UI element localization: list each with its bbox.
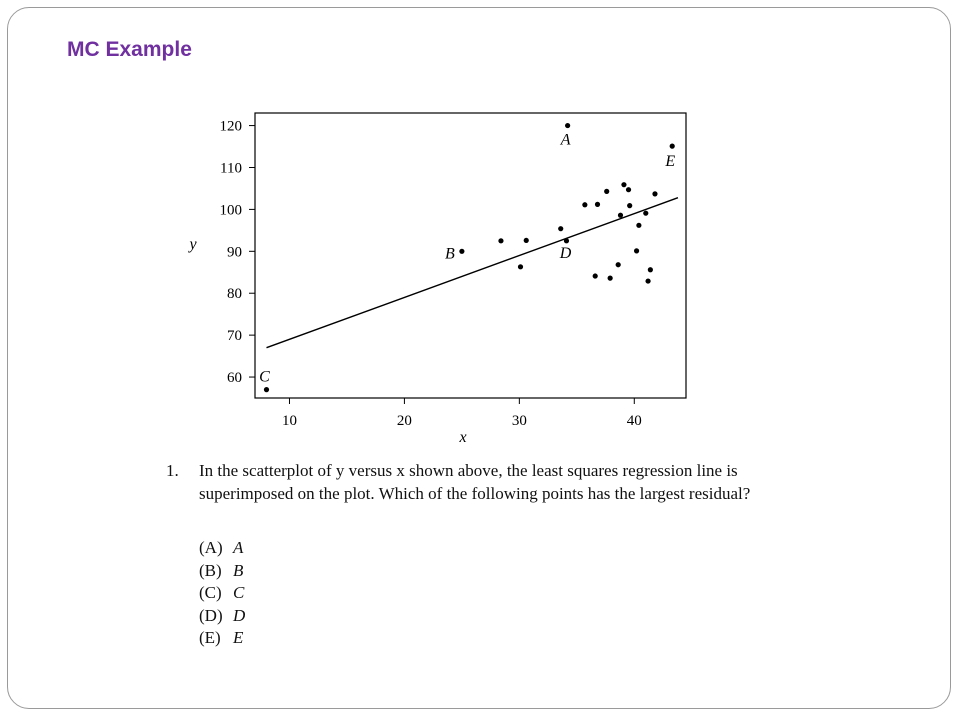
x-tick-label: 30 [511,413,527,429]
choice-a[interactable] [199,537,245,560]
data-point [627,203,632,208]
x-axis-label: x [459,429,467,446]
data-point [652,191,657,196]
data-point [634,248,639,253]
y-tick-label: 70 [227,328,242,345]
point-label: D [559,244,572,262]
question-text: In the scatterplot of y versus x shown above, the least squares regression line is superimposed on the plot. Which of the following points has the largest residual? [199,461,751,503]
point-label: B [444,245,455,263]
data-point [608,276,613,281]
point-label: E [665,153,676,171]
answer-choices [199,537,245,650]
choice-e[interactable] [199,627,245,650]
data-point [604,189,609,194]
y-tick-label: 110 [220,160,242,177]
data-point [621,182,626,187]
data-point [518,264,523,269]
y-tick-label: 80 [227,286,242,303]
choice-letter: (B) [199,560,222,580]
data-point [565,123,570,128]
data-point [618,213,623,218]
data-point [498,238,503,243]
choice-letter: (C) [199,583,222,602]
choice-d[interactable] [199,605,245,628]
data-point [670,144,675,149]
data-point [558,226,563,231]
data-point [643,211,648,216]
regression-line [266,198,677,348]
data-point [648,267,653,272]
question-number: 1. [166,461,179,480]
point-label: A [560,131,571,149]
choice-text: D [233,605,246,625]
point-label: C [259,368,270,386]
x-tick-label: 20 [396,413,412,429]
data-point [459,249,464,254]
choice-letter: (D) [199,605,223,625]
slide-title: MC Example [67,38,192,61]
data-point [595,202,600,207]
y-axis-label: y [189,236,197,253]
plot-area-frame [255,113,686,398]
data-point [645,278,650,283]
y-tick-label: 60 [227,370,242,387]
y-tick-label: 100 [219,202,242,219]
choice-c[interactable] [199,582,245,605]
choice-text: A [233,538,244,557]
data-point [636,223,641,228]
x-tick-label: 40 [626,413,642,429]
data-point [264,387,269,392]
choice-letter: (A) [199,538,223,557]
data-point [616,262,621,267]
data-point [626,187,631,192]
data-point [593,273,598,278]
data-point [564,238,569,243]
y-tick-label: 90 [227,244,242,261]
choice-text: B [233,560,244,580]
choice-text: E [233,628,244,647]
choice-text: C [233,583,245,602]
choice-b[interactable] [199,560,245,583]
data-point [582,202,587,207]
choice-letter: (E) [199,628,221,647]
data-point [524,238,529,243]
y-tick-label: 120 [219,118,242,135]
x-tick-label: 10 [281,413,297,429]
